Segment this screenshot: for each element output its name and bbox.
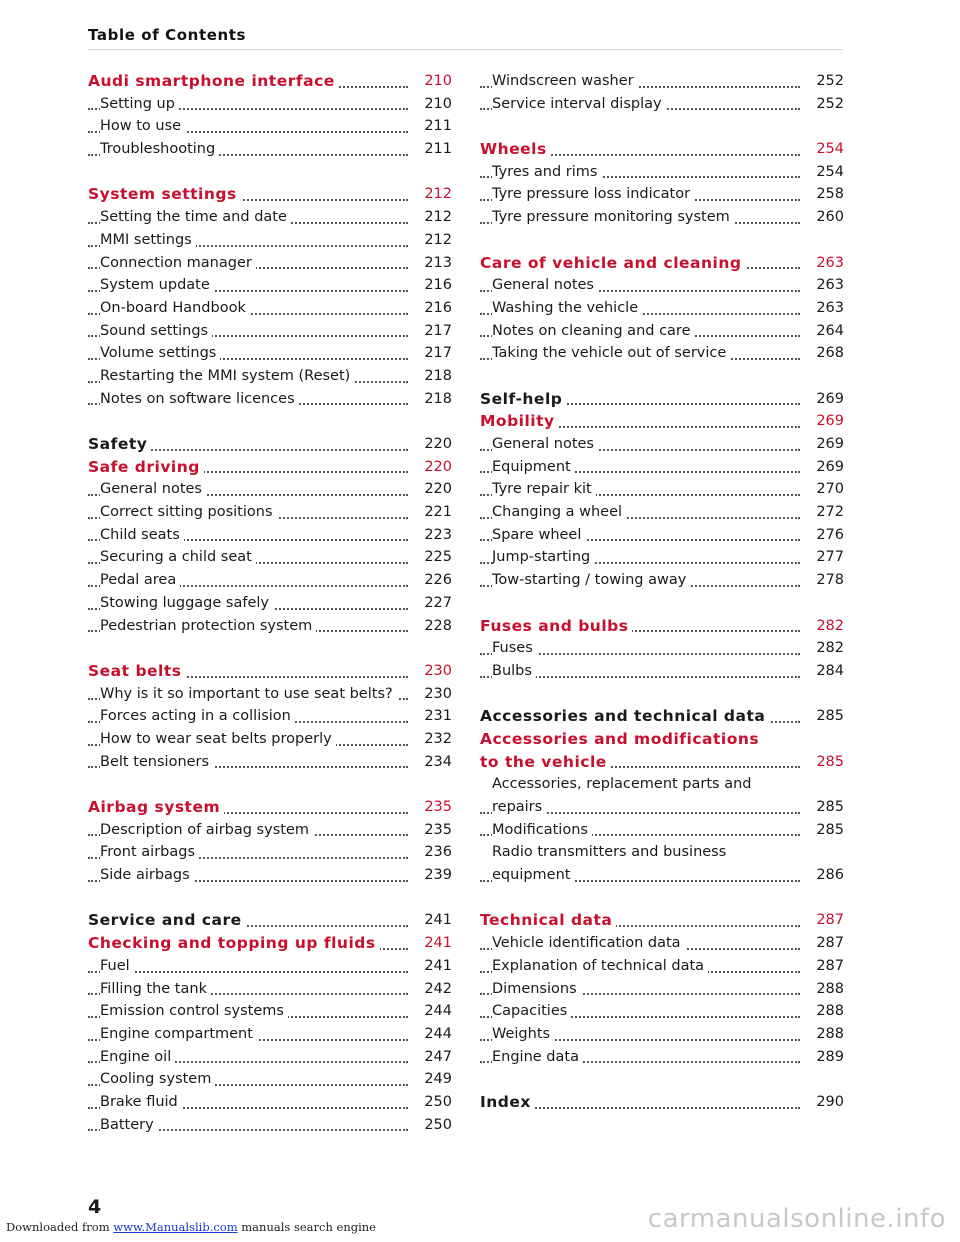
toc-entry-title: Notes on cleaning and care: [492, 320, 695, 343]
toc-entry[interactable]: [480, 70, 844, 93]
toc-section-heading[interactable]: [480, 909, 844, 932]
toc-entry-title: Why is it so important to use seat belts?: [100, 683, 397, 706]
toc-entry-title: repairs: [492, 796, 546, 819]
toc-entry-title: Description of airbag system: [100, 819, 313, 842]
toc-entry-page: 213: [412, 252, 452, 275]
toc-entry-title: Securing a child seat: [100, 546, 256, 569]
toc-entry-title: Restarting the MMI system (Reset): [100, 365, 354, 388]
toc-entry-title: equipment: [492, 864, 574, 887]
toc-entry-title: Service and care: [88, 909, 246, 932]
watermark: carmanualsonline.info: [647, 1204, 946, 1234]
toc-entry-title: Child seats: [100, 524, 184, 547]
toc-entry[interactable]: [88, 683, 452, 706]
toc-entry-title: Pedestrian protection system: [100, 615, 316, 638]
toc-entry-page: 282: [804, 637, 844, 660]
toc-entry-title: Service interval display: [492, 93, 666, 116]
toc-entry-title: Tyre pressure loss indicator: [492, 183, 694, 206]
toc-entry-title: Wheels: [480, 138, 551, 161]
toc-entry-page: 225: [412, 546, 452, 569]
toc-entry-title: Accessories and technical data: [480, 705, 769, 728]
dot-leader: [88, 971, 408, 973]
toc-entry-page: 211: [412, 138, 452, 161]
toc-entry-page: 258: [804, 183, 844, 206]
toc-entry-page: 254: [804, 138, 844, 161]
toc-section-heading[interactable]: [88, 796, 452, 819]
toc-entry-page: 288: [804, 1023, 844, 1046]
section-gap: [480, 229, 844, 252]
toc-entry[interactable]: [88, 342, 452, 365]
toc-entry-title: Fuses and bulbs: [480, 615, 632, 638]
toc-entry-page: 260: [804, 206, 844, 229]
toc-entry-page: 285: [804, 819, 844, 842]
toc-entry-title: Front airbags: [100, 841, 199, 864]
toc-section-heading[interactable]: [480, 728, 844, 751]
toc-entry-page: 289: [804, 1046, 844, 1069]
toc-entry[interactable]: [88, 1114, 452, 1137]
toc-entry[interactable]: [88, 1046, 452, 1069]
toc-entry[interactable]: [480, 183, 844, 206]
toc-entry[interactable]: [88, 252, 452, 275]
toc-entry[interactable]: [480, 819, 844, 842]
toc-entry-title: Side airbags: [100, 864, 194, 887]
toc-entry-title: General notes: [100, 478, 206, 501]
toc-entry[interactable]: [480, 433, 844, 456]
page-title: Table of Contents: [88, 26, 247, 44]
toc-section-heading[interactable]: [480, 138, 844, 161]
toc-entry-page: 216: [412, 297, 452, 320]
toc-entry[interactable]: [480, 660, 844, 683]
toc-entry[interactable]: [480, 456, 844, 479]
section-gap: [88, 161, 452, 184]
toc-entry-page: 239: [412, 864, 452, 887]
toc-entry-title: Filling the tank: [100, 978, 211, 1001]
toc-entry-title: Taking the vehicle out of service: [492, 342, 730, 365]
toc-entry-page: 218: [412, 388, 452, 411]
toc-entry-page: 212: [412, 229, 452, 252]
toc-entry-page: 269: [804, 410, 844, 433]
section-gap: [480, 592, 844, 615]
toc-entry-title: Weights: [492, 1023, 554, 1046]
toc-entry-page: 223: [412, 524, 452, 547]
toc-entry-title: Setting the time and date: [100, 206, 291, 229]
toc-entry-title: Modifications: [492, 819, 592, 842]
toc-entry-title: Dimensions: [492, 978, 581, 1001]
toc-entry-title: Tyre repair kit: [492, 478, 596, 501]
toc-entry-page: 217: [412, 342, 452, 365]
toc-entry[interactable]: [88, 864, 452, 887]
toc-entry-title: Notes on software licences: [100, 388, 299, 411]
toc-entry-title: Engine oil: [100, 1046, 175, 1069]
toc-entry-page: 220: [412, 433, 452, 456]
toc-entry-title: Belt tensioners: [100, 751, 213, 774]
toc-entry[interactable]: [88, 978, 452, 1001]
toc-entry-page: 287: [804, 909, 844, 932]
toc-entry-title: Engine data: [492, 1046, 583, 1069]
toc-entry-page: 269: [804, 433, 844, 456]
toc-entry-page: 220: [412, 456, 452, 479]
toc-entry-page: 282: [804, 615, 844, 638]
toc-entry[interactable]: [88, 229, 452, 252]
toc-entry-page: 247: [412, 1046, 452, 1069]
toc-entry-title: Technical data: [480, 909, 616, 932]
toc-entry[interactable]: [480, 1000, 844, 1023]
toc-entry-page: 241: [412, 909, 452, 932]
toc-entry-title: Changing a wheel: [492, 501, 626, 524]
manualslib-link[interactable]: www.Manualslib.com: [113, 1220, 238, 1234]
toc-entry-page: 220: [412, 478, 452, 501]
toc-entry-page: 227: [412, 592, 452, 615]
toc-right-column: [480, 70, 844, 1114]
toc-entry[interactable]: [480, 773, 844, 796]
toc-entry[interactable]: [480, 1046, 844, 1069]
toc-section-heading[interactable]: [88, 433, 452, 456]
toc-entry-page: 236: [412, 841, 452, 864]
toc-entry-page: 286: [804, 864, 844, 887]
toc-entry-page: 285: [804, 751, 844, 774]
toc-entry-page: 241: [412, 955, 452, 978]
toc-left-column: [88, 70, 452, 1136]
toc-entry[interactable]: [480, 1023, 844, 1046]
section-gap: [480, 365, 844, 388]
toc-entry-title: Radio transmitters and business: [492, 841, 730, 864]
toc-entry-page: 210: [412, 93, 452, 116]
toc-entry[interactable]: [88, 705, 452, 728]
toc-entry[interactable]: [480, 161, 844, 184]
toc-entry[interactable]: [88, 1000, 452, 1023]
toc-entry-page: 216: [412, 274, 452, 297]
toc-entry-title: Spare wheel: [492, 524, 585, 547]
toc-entry-title: Fuel: [100, 955, 134, 978]
toc-entry-title: Safety: [88, 433, 151, 456]
toc-entry-title: Accessories and modifications: [480, 728, 763, 751]
section-gap: [480, 115, 844, 138]
toc-entry-page: 235: [412, 819, 452, 842]
download-footer: [6, 1220, 376, 1234]
toc-entry-page: 230: [412, 683, 452, 706]
toc-entry-page: 285: [804, 705, 844, 728]
toc-entry-page: 263: [804, 297, 844, 320]
toc-entry[interactable]: [88, 1091, 452, 1114]
toc-section-heading[interactable]: [88, 660, 452, 683]
toc-entry-title: Mobility: [480, 410, 559, 433]
toc-entry[interactable]: [88, 320, 452, 343]
toc-entry-title: Care of vehicle and cleaning: [480, 252, 746, 275]
toc-entry-page: 230: [412, 660, 452, 683]
toc-entry-page: 232: [412, 728, 452, 751]
toc-entry-title: Washing the vehicle: [492, 297, 642, 320]
toc-entry-page: 244: [412, 1023, 452, 1046]
toc-entry[interactable]: [88, 615, 452, 638]
toc-entry-title: Volume settings: [100, 342, 220, 365]
toc-entry-title: System update: [100, 274, 214, 297]
toc-entry[interactable]: [88, 819, 452, 842]
toc-entry[interactable]: [88, 1068, 452, 1091]
section-gap: [88, 637, 452, 660]
toc-entry[interactable]: [88, 546, 452, 569]
toc-entry-page: 241: [412, 932, 452, 955]
toc-entry-title: Airbag system: [88, 796, 224, 819]
toc-entry-page: 278: [804, 569, 844, 592]
toc-entry[interactable]: [480, 320, 844, 343]
toc-entry[interactable]: [480, 864, 844, 887]
toc-entry-title: General notes: [492, 274, 598, 297]
toc-entry-title: How to wear seat belts properly: [100, 728, 336, 751]
toc-entry[interactable]: [88, 93, 452, 116]
toc-entry-page: 212: [412, 183, 452, 206]
section-gap: [88, 410, 452, 433]
toc-section-heading[interactable]: [480, 751, 844, 774]
toc-section-heading[interactable]: [480, 388, 844, 411]
toc-entry[interactable]: [480, 841, 844, 864]
toc-entry[interactable]: [88, 297, 452, 320]
page-header: [88, 24, 843, 50]
toc-entry-page: 287: [804, 932, 844, 955]
toc-entry-title: Windscreen washer: [492, 70, 638, 93]
toc-entry-page: 287: [804, 955, 844, 978]
toc-entry-page: 221: [412, 501, 452, 524]
toc-entry-page: 235: [412, 796, 452, 819]
toc-entry-page: 210: [412, 70, 452, 93]
section-gap: [480, 683, 844, 706]
toc-section-heading[interactable]: [88, 909, 452, 932]
toc-entry-title: Connection manager: [100, 252, 256, 275]
toc-section-heading[interactable]: [480, 1091, 844, 1114]
toc-entry-title: Vehicle identification data: [492, 932, 685, 955]
toc-entry-page: 252: [804, 93, 844, 116]
toc-entry-page: 212: [412, 206, 452, 229]
toc-entry[interactable]: [480, 501, 844, 524]
toc-entry-page: 277: [804, 546, 844, 569]
toc-entry-title: Safe driving: [88, 456, 204, 479]
toc-entry[interactable]: [480, 342, 844, 365]
toc-entry[interactable]: [88, 274, 452, 297]
toc-entry[interactable]: [88, 569, 452, 592]
toc-entry-title: Audi smartphone interface: [88, 70, 339, 93]
toc-entry-title: Setting up: [100, 93, 179, 116]
toc-entry[interactable]: [88, 955, 452, 978]
toc-entry-title: Forces acting in a collision: [100, 705, 295, 728]
toc-entry-page: 250: [412, 1114, 452, 1137]
toc-entry-title: Checking and topping up fluids: [88, 932, 380, 955]
toc-entry[interactable]: [480, 297, 844, 320]
toc-entry-title: Brake fluid: [100, 1091, 182, 1114]
toc-entry-page: 252: [804, 70, 844, 93]
toc-entry-page: 269: [804, 388, 844, 411]
toc-entry-page: 288: [804, 1000, 844, 1023]
toc-entry-title: Equipment: [492, 456, 575, 479]
toc-entry-title: Correct sitting positions: [100, 501, 277, 524]
toc-entry-page: 228: [412, 615, 452, 638]
toc-entry[interactable]: [88, 206, 452, 229]
toc-entry-page: 211: [412, 115, 452, 138]
toc-entry-title: On-board Handbook: [100, 297, 250, 320]
toc-entry-title: to the vehicle: [480, 751, 611, 774]
toc-section-heading[interactable]: [480, 410, 844, 433]
toc-entry-title: Pedal area: [100, 569, 180, 592]
footer-suffix: manuals search engine: [237, 1220, 376, 1234]
section-gap: [480, 887, 844, 910]
toc-entry-title: Tyres and rims: [492, 161, 601, 184]
section-gap: [88, 887, 452, 910]
toc-entry-title: Index: [480, 1091, 535, 1114]
toc-entry-page: 284: [804, 660, 844, 683]
toc-entry-page: 270: [804, 478, 844, 501]
toc-entry-page: 254: [804, 161, 844, 184]
toc-entry-title: How to use: [100, 115, 185, 138]
toc-section-heading[interactable]: [480, 252, 844, 275]
toc-entry-title: Self-help: [480, 388, 566, 411]
toc-entry-page: 226: [412, 569, 452, 592]
footer-prefix: Downloaded from: [6, 1220, 114, 1234]
section-gap: [88, 773, 452, 796]
toc-entry-page: 249: [412, 1068, 452, 1091]
toc-entry[interactable]: [480, 546, 844, 569]
toc-section-heading[interactable]: [480, 615, 844, 638]
toc-entry-title: Tyre pressure monitoring system: [492, 206, 734, 229]
toc-section-heading[interactable]: [88, 70, 452, 93]
toc-entry[interactable]: [88, 751, 452, 774]
toc-entry-title: Battery: [100, 1114, 158, 1137]
toc-entry[interactable]: [88, 138, 452, 161]
toc-entry-title: System settings: [88, 183, 241, 206]
toc-entry-page: 263: [804, 252, 844, 275]
toc-entry[interactable]: [480, 955, 844, 978]
toc-entry[interactable]: [480, 978, 844, 1001]
toc-entry[interactable]: [480, 524, 844, 547]
toc-entry[interactable]: [480, 478, 844, 501]
toc-entry[interactable]: [88, 728, 452, 751]
toc-entry[interactable]: [480, 932, 844, 955]
toc-entry-page: 217: [412, 320, 452, 343]
toc-entry-title: Capacities: [492, 1000, 571, 1023]
toc-entry-page: 269: [804, 456, 844, 479]
toc-section-heading[interactable]: [480, 705, 844, 728]
toc-entry-title: Stowing luggage safely: [100, 592, 273, 615]
toc-entry-page: 244: [412, 1000, 452, 1023]
toc-entry-page: 242: [412, 978, 452, 1001]
toc-entry-page: 234: [412, 751, 452, 774]
toc-entry[interactable]: [88, 115, 452, 138]
toc-entry[interactable]: [88, 592, 452, 615]
toc-entry[interactable]: [480, 274, 844, 297]
toc-entry[interactable]: [480, 569, 844, 592]
toc-entry-title: Bulbs: [492, 660, 536, 683]
toc-entry-title: Fuses: [492, 637, 537, 660]
toc-entry-page: 263: [804, 274, 844, 297]
toc-entry-page: 288: [804, 978, 844, 1001]
toc-entry-page: 268: [804, 342, 844, 365]
toc-entry[interactable]: [88, 478, 452, 501]
toc-entry[interactable]: [88, 524, 452, 547]
toc-entry-title: Seat belts: [88, 660, 186, 683]
toc-entry-page: 218: [412, 365, 452, 388]
toc-entry-title: Engine compartment: [100, 1023, 257, 1046]
toc-entry[interactable]: [480, 93, 844, 116]
toc-entry[interactable]: [480, 796, 844, 819]
toc-entry-title: MMI settings: [100, 229, 196, 252]
section-gap: [480, 1068, 844, 1091]
toc-entry[interactable]: [88, 501, 452, 524]
toc-entry-title: General notes: [492, 433, 598, 456]
toc-entry-title: Tow-starting / towing away: [492, 569, 690, 592]
toc-entry-title: Sound settings: [100, 320, 212, 343]
toc-section-heading[interactable]: [88, 932, 452, 955]
toc-entry-page: 250: [412, 1091, 452, 1114]
toc-entry-title: Explanation of technical data: [492, 955, 708, 978]
toc-entry[interactable]: [88, 365, 452, 388]
toc-entry[interactable]: [480, 206, 844, 229]
toc-entry-page: 231: [412, 705, 452, 728]
toc-entry[interactable]: [88, 388, 452, 411]
toc-entry-title: Troubleshooting: [100, 138, 219, 161]
toc-entry-page: 285: [804, 796, 844, 819]
toc-entry[interactable]: [480, 637, 844, 660]
toc-entry-page: 272: [804, 501, 844, 524]
toc-entry-page: 264: [804, 320, 844, 343]
toc-entry-page: 276: [804, 524, 844, 547]
toc-section-heading[interactable]: [88, 456, 452, 479]
toc-entry[interactable]: [88, 1023, 452, 1046]
toc-entry-title: Jump-starting: [492, 546, 594, 569]
toc-entry-page: 290: [804, 1091, 844, 1114]
page-number: 4: [88, 1196, 102, 1218]
toc-entry-title: Emission control systems: [100, 1000, 288, 1023]
toc-entry-title: Accessories, replacement parts and: [492, 773, 755, 796]
toc-section-heading[interactable]: [88, 183, 452, 206]
toc-entry-title: Cooling system: [100, 1068, 215, 1091]
toc-entry[interactable]: [88, 841, 452, 864]
